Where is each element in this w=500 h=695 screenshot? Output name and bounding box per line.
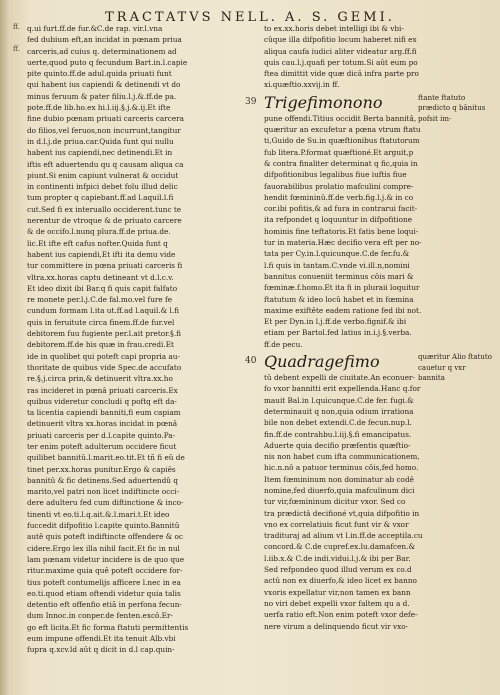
text-line: l.iib.x.& C.de indi.vidui.l.j.& ibi per Bar. <box>264 553 411 563</box>
text-line: determinauit q non,quia odium irrationa <box>264 406 414 416</box>
text-line: vxoris expellatur vir,non tamen ex bann <box>264 587 411 597</box>
text-line: tum propter q capiebant.ff.ad l.aquil.l.fi <box>27 193 174 203</box>
text-line: piunt.Si enim capiunt vulnerat & occidut <box>27 170 179 180</box>
text-line: tius poteft contumelijs afficere l.nec in ea <box>27 577 181 587</box>
text-line: in d.l.j.de priua.car.Quida funt qui nullu <box>27 136 174 146</box>
text-line: hominis fine teftatoris.Et fatis bene loqui- <box>264 226 419 236</box>
text-line: fine dubio pœnam priuati carceris carcera <box>27 114 184 124</box>
text-line: l.fi quis in tantam.C.vnde vi.ill.n,nomini <box>264 260 410 270</box>
text-line: ide in quolibet qui poteft capi propria au- <box>27 351 180 361</box>
margin-note: ff. <box>13 23 20 31</box>
text-line: fœminæ.f.homo.Et ita fi in pluraii loquitur <box>264 283 420 293</box>
text-line: debitorem fuu fugiente per.l.ait pretor.§.fi <box>27 329 182 339</box>
text-line: iftis eft aduertendu qu q causam aliqua ca <box>27 159 184 169</box>
section-heading: Trigefimonono <box>264 92 383 112</box>
text-line: difpofitionibus legalibus fiue iuftis fiue <box>264 170 407 180</box>
text-line: quibus videretur concludi q poftq eft da- <box>27 396 177 406</box>
section-body <box>264 372 492 632</box>
text-line: fo vxor bannitti erit expellenda.Hanc q.for <box>264 384 421 394</box>
text-line: hendit fœmininû.ff.de verb.fig.l.j.& in co <box>264 192 414 202</box>
text-line: fuccedit difpofitio l.capite quinto.Bannitû <box>27 521 180 531</box>
text-line: ftea dimittit vide quæ dicâ infra parte pro <box>264 69 419 79</box>
text-line: hic.n.nô a patuor terminus côis,fed homo. <box>264 463 419 473</box>
text-line: habent ius capiendi,Et ifti ita demu vide <box>27 249 176 259</box>
text-line: re.§.j.circa prin,& detinuerit vltra.xx.ho <box>27 374 173 384</box>
text-line: in continenti infpici debet folu illud delic <box>27 182 178 192</box>
text-line: aliqua caufa iudici aliter videatur arg.ff.fi <box>264 46 417 56</box>
text-line: nere virum a delinquendo ficut vir vxo- <box>264 621 409 631</box>
right-column-top-text <box>264 23 492 91</box>
text-line: qui habent ius capiendi & detinendi vt do <box>27 80 181 90</box>
text-line: Et ideo dixit ibi Bar.q fi quis capit falfato <box>27 283 178 293</box>
text-line: nerentur de vtroque & de priuato carcere <box>27 216 182 226</box>
text-line: dum Innoc.in conper.de fenten.excô.Er- <box>27 611 173 621</box>
text-line: tur committere in pœna priuati carceris fi <box>27 261 183 271</box>
text-line: pune offendi.Titius occidit Berta bannitâ, <box>264 113 417 123</box>
text-line: to ex.xx.horis debet intelligi ibi & vbi- <box>264 24 404 33</box>
text-line: Et per Dyn.in l.j.ff.de verbo.fignif.& ibi <box>264 317 407 327</box>
margin-note: ff. <box>13 45 20 53</box>
text-line: debitorem.ff.de his quæ in frau.credi.Et <box>27 340 174 350</box>
text-line: actû non ex diuerfo,& ideo licet ex banno <box>264 576 417 586</box>
text-line: ti,Guido de Su.in quæftionibus ftatutorum <box>264 136 420 146</box>
text-line: ras incideret in pœnâ priuati carceris.Ex <box>27 385 178 395</box>
text-line: detentio eft offenfio etiã in perfona fecun- <box>27 600 182 610</box>
text-line: tata per Cy.in.l.quicunque.C.de fer.fu.& <box>264 249 410 259</box>
text-line: quis in feruitute circa finem.ff.de fur.vel <box>27 317 175 327</box>
text-line: tinenti vt eo.ti.l.q.ait.&.l.mari.t.Et ideo <box>27 509 170 519</box>
text-line: detinuerit vltra xx.horas incidat in pœnâ <box>27 419 178 429</box>
text-line: lam pœnam videtur incidere is de quo que <box>27 554 185 564</box>
text-line: priuati carceris per d.l.capite quinto.Pa- <box>27 430 176 440</box>
section-39 <box>245 92 492 350</box>
text-line: do filios,vel feruos,non incurrunt,tangitur <box>27 125 181 135</box>
text-line: bannitus conueniit terminus côis mari & <box>264 271 414 281</box>
text-line: & contra finaliter determinat q fic,quia in <box>264 158 418 168</box>
text-line: thoritate de quibus vide Spec.de accufato <box>27 362 182 372</box>
text-line: Sed refpondeo quod illud verum ex co.d <box>264 565 412 575</box>
section-number: 40 <box>245 356 257 367</box>
text-line: bile non debet extendi.C.de fecun.nup.l. <box>264 418 412 428</box>
text-line: fed dubium eft,an incidat in pœnam priua <box>27 35 182 45</box>
text-line: quilibet bannitû.l.marit.eo.tit.Et tñ fi eû de <box>27 453 185 463</box>
section-heading-aside: quæritur Alio ftatuto cauetur q vxr bannita <box>418 353 492 383</box>
right-column <box>245 23 492 634</box>
left-column <box>27 23 255 656</box>
text-line: fauorabilibus prolatio mafculini compre- <box>264 181 414 191</box>
text-line: mauit Bal.in l.quicunque.C.de fer. fugi.& <box>264 395 414 405</box>
text-line: vltra.xx.horas captu detineant vt d.l.c.v. <box>27 272 174 282</box>
text-line: fin.ff.de contrahbu.l.iij.§.fi emancipatus. <box>264 429 412 439</box>
text-line: bannitû & fic detinens.Sed aduertendû q <box>27 475 178 485</box>
text-line: tur vir,fœmininum dicitur vxor. Sed co <box>264 497 406 507</box>
section-body <box>264 113 492 350</box>
text-line: dere adulteru fed cum diftinctione & inco- <box>27 498 184 508</box>
text-line: habent ius capiendi,nec detinendi.Et in <box>27 148 173 158</box>
text-line: ff.de pecu. <box>264 339 303 349</box>
text-line: cundum formam l.ita ut.ff.ad l.aquil.& l.fi <box>27 306 180 316</box>
text-line: q.ui furt.ff.de fur.&C.de rap. vir.l.vna <box>27 24 163 33</box>
text-line: minus feruum & pater filiu.l.j.&.ff.de pa. <box>27 91 177 101</box>
text-line: eum impune offendi.Et ita tenuit Alb.vbi <box>27 634 176 644</box>
text-line: fub litera.P.format quæftioné.Et arguit,p <box>264 147 414 157</box>
text-line: ter enim poteft adulterum occidere ficut <box>27 441 177 451</box>
text-line: re monete per.l.j.C.de fal.mo.vel fure fe <box>27 295 173 305</box>
section-number: 39 <box>245 96 257 107</box>
text-line: vno ex correlatiuis ficut funt vir & vxor <box>264 519 409 529</box>
section-heading-aside: ftante ftatuto prædicto q bânitus pofsit im- <box>418 93 486 123</box>
text-line: eo.ti.quod etiam oftendi videtur quia talis <box>27 588 181 598</box>
text-line: go eft licita.Et fic forma ftatuti permittentis <box>27 622 189 632</box>
text-line: nomine,fed diuerfo,quia mafculinum dici <box>264 485 415 495</box>
text-line: lic.Et ifte eft cafus nofter.Quida funt q <box>27 238 168 248</box>
text-line: no viri debet expelli vxor faltem qu a d. <box>264 598 410 608</box>
text-line: nis non habet cum ifta communicationem, <box>264 452 420 462</box>
text-line: autê quis poteft indiftincte offendere & oc <box>27 532 184 542</box>
text-line: ftatutum & ideo locû habet et in fœmina <box>264 294 414 304</box>
text-line: xi.quæftio.xxvij.in ff. <box>264 80 340 90</box>
text-line: quis cau.l.j.quafi per totum.Si aût eum po <box>264 57 418 67</box>
text-line: tur in materia.Hæc decifio vera eft per no- <box>264 238 422 248</box>
text-line: tinet per.xx.horas punitur.Ergo & capiês <box>27 464 176 474</box>
text-line: tû debent expelli de ciuitate.An econuer- <box>264 373 415 383</box>
text-line: ita refpondet q loquuntur in difpofitione <box>264 215 413 225</box>
text-line: Aduerte quia decifio præfentis quæftio- <box>264 440 411 450</box>
text-line: & de occifo.l.nunq plura.ff.de priua.de. <box>27 227 171 237</box>
text-line: uerfa ratio eft.Non enim poteft vxor defe- <box>264 610 418 620</box>
text-line: ta licentia capiendi banniti,fi eum capiam <box>27 408 181 418</box>
text-line: cidere.Ergo lex illa nihil facit.Et fic in nul <box>27 543 180 553</box>
text-line: cûque illa difpofitio locum haberet nifi ex <box>264 35 417 45</box>
text-line: uerte,quod puto q fecundum Bart.in.l.capie <box>27 57 188 67</box>
text-line: marito,vel patri non licet indiftincte occi- <box>27 487 180 497</box>
text-line: Item fœmininum non dominatur ab codê <box>264 474 414 484</box>
page-gutter <box>0 0 10 695</box>
section-heading: Quadragefimo <box>264 352 380 372</box>
text-line: tradituraj ad alium vt l.in.ff.de acceptila.cu <box>264 531 423 541</box>
text-line: pote.ff.de lib.ho.ex hi.l.iij.§.j.&.ij.Et ifte <box>27 103 171 113</box>
text-line: cut.Sed fi ex interuallo occiderent.tunc te <box>27 204 182 214</box>
text-line: maxime exiftête eadem ratione fed ibi not. <box>264 305 422 315</box>
text-line: concord.& C.de cupref.ex.lu.damafcen.& <box>264 542 415 552</box>
text-line: fupra q.xcv.ld aût q dicit in d.l cap.quin- <box>27 645 175 655</box>
text-line: quæritur an excufetur a pœna vtrum ftatu <box>264 125 421 135</box>
text-line: cor.ibi pofitis,& ad fura in contrarui facit- <box>264 204 418 214</box>
section-40 <box>245 352 492 632</box>
text-line: tra prædictâ decifioné vt,quia difpofitio in <box>264 508 420 518</box>
running-header: TRACTATVS NELL. A. S. GEMI. <box>105 10 395 25</box>
text-line: etiam per Bartol.fed latius in.i.j.§.verba. <box>264 328 412 338</box>
text-line: carceris,ad cuius q. determinationem ad <box>27 46 177 56</box>
text-line: ritur.maxime quia quê poteft occidere for- <box>27 566 183 576</box>
text-line: pite quinto.ff.de adul.quida priuati funt <box>27 69 172 79</box>
